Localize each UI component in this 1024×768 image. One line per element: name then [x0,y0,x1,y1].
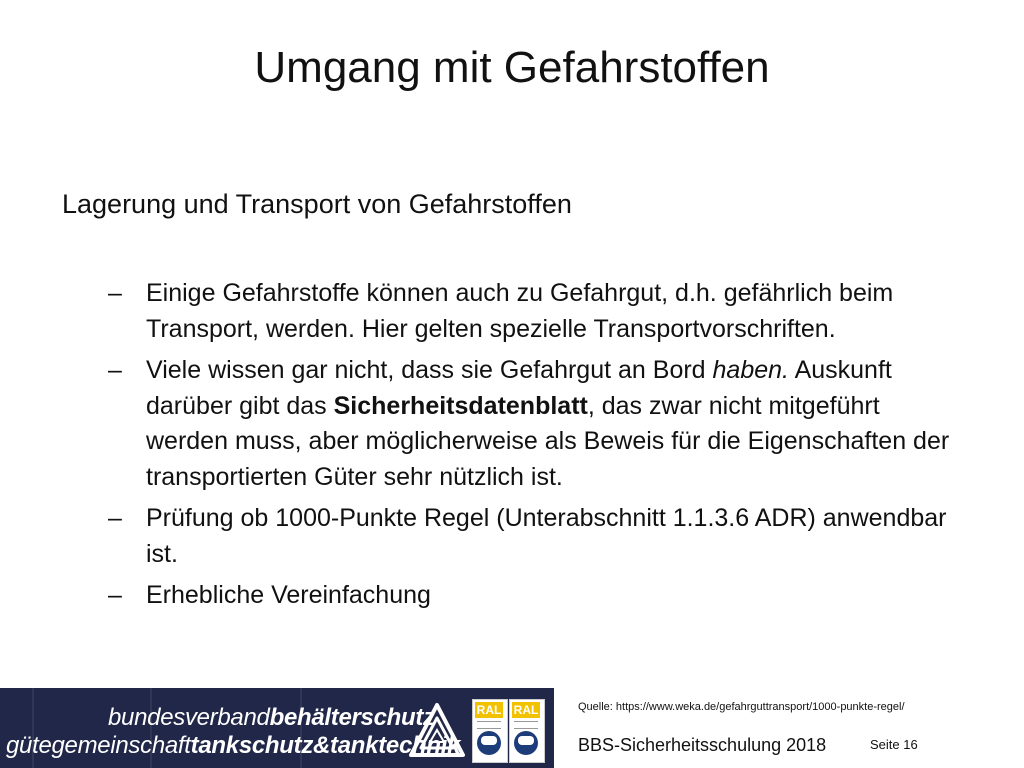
ral-tank-icon [514,731,538,755]
ral-text-lines [477,721,501,729]
bullet-text-part: Auskunft darüber gibt das [146,356,892,420]
source-citation: Quelle: https://www.weka.de/gefahrguttransport/1000-punkte-regel/ [578,701,905,713]
bullet-item [108,501,968,572]
brand-bold-text: tankschutz&tanktechnik [190,732,461,759]
ral-tank-icon [477,731,501,755]
bullet-bold-text: Sicherheitsdatenblatt [333,391,588,420]
ral-text-lines [514,721,538,729]
brand-bold-text: behälterschutz [269,704,435,731]
bullet-dash: – [108,504,122,532]
brand-light-text: gütegemeinschaft [6,732,191,759]
bullet-text-part: Viele wissen gar nicht, dass sie Gefahrgut an Bord [146,356,713,384]
brand-line-bundesverband [108,704,435,732]
bullet-dash: – [108,581,122,609]
brand-line-guetegemeinschaft [6,732,460,760]
bullet-text-part: , das zwar nicht mitgeführt werden muss, aber möglicherweise als Beweis für die Eigenschaften der transportierten Güter sehr nützlich ist. [146,391,950,491]
bullet-item [108,578,968,614]
bullet-dash: – [108,356,122,384]
bullet-dash: – [108,279,122,307]
ral-quality-badge [472,699,508,763]
bullet-item [108,276,968,347]
bullet-item [108,353,968,495]
bullet-italic-text: haben. [712,356,789,384]
triangle-logo-icon [408,702,466,760]
bullet-text: Erhebliche Vereinfachung [146,581,431,609]
ral-label: RAL [476,703,502,717]
ral-label: RAL [513,703,539,717]
event-name: BBS-Sicherheitsschulung 2018 [578,735,827,755]
ral-quality-badge [509,699,545,763]
page-number: Seite 16 [870,737,918,752]
bullet-list [108,276,968,620]
brand-light-text: bundesverband [108,704,270,731]
section-heading: Lagerung und Transport von Gefahrstoffen [62,189,572,219]
bullet-text: Prüfung ob 1000-Punkte Regel (Unterabschnitt 1.1.3.6 ADR) anwendbar ist. [146,504,947,568]
bullet-text: Einige Gefahrstoffe können auch zu Gefahrgut, d.h. gefährlich beim Transport, werden. Hier gelten spezielle Transportvorschriften. [146,279,894,343]
slide-title: Umgang mit Gefahrstoffen [254,43,770,92]
